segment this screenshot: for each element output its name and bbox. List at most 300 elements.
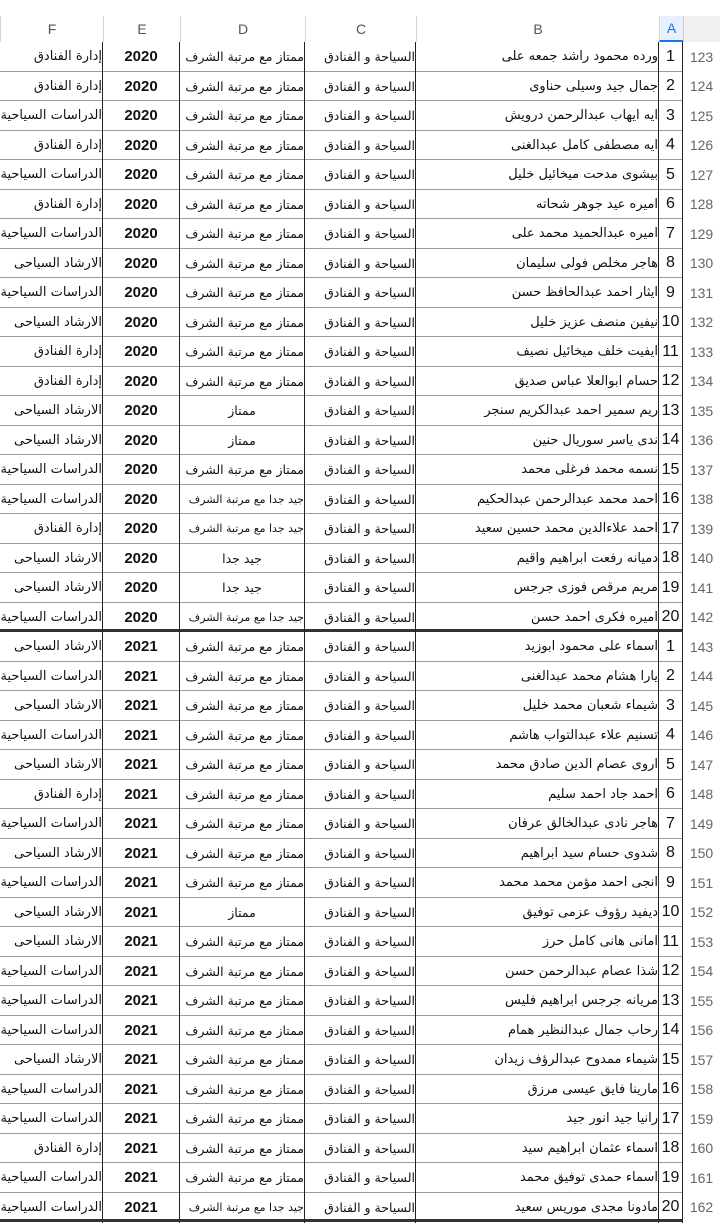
- cell-e[interactable]: 2020: [124, 372, 158, 390]
- cell-c[interactable]: السياحة و الفنادق: [324, 786, 415, 802]
- cell-a[interactable]: 18: [661, 549, 680, 567]
- cell-a[interactable]: 12: [661, 372, 680, 390]
- cell-c[interactable]: السياحة و الفنادق: [324, 373, 415, 389]
- cell-e[interactable]: 2021: [124, 1051, 158, 1069]
- cell-d[interactable]: ممتاز مع مرتبة الشرف: [185, 845, 304, 861]
- cell-b[interactable]: جمال جيد وسيلى حناوى: [529, 78, 658, 94]
- table-row: [0, 750, 720, 780]
- cell-a[interactable]: 15: [661, 1050, 680, 1068]
- cell-a[interactable]: 18: [661, 1139, 680, 1157]
- cell-d[interactable]: ممتاز مع مرتبة الشرف: [185, 1052, 304, 1068]
- row-number[interactable]: 126: [689, 137, 714, 154]
- select-all-corner[interactable]: [683, 16, 720, 42]
- cell-c[interactable]: السياحة و الفنادق: [324, 314, 415, 330]
- cell-f[interactable]: الارشاد السياحى: [13, 432, 102, 448]
- cell-d[interactable]: ممتاز مع مرتبة الشرف: [185, 1111, 304, 1127]
- cell-d[interactable]: ممتاز مع مرتبة الشرف: [185, 963, 304, 979]
- cell-c[interactable]: السياحة و الفنادق: [324, 550, 415, 566]
- row-number[interactable]: 155: [689, 992, 714, 1009]
- row-number[interactable]: 133: [689, 343, 714, 360]
- cell-e[interactable]: 2021: [124, 785, 158, 803]
- cell-c[interactable]: السياحة و الفنادق: [324, 1081, 415, 1097]
- table-row: [0, 691, 720, 721]
- cell-b[interactable]: احمد محمد عبدالرحمن عبدالحكيم: [477, 491, 658, 507]
- cell-e[interactable]: 2021: [124, 1169, 158, 1187]
- cell-c[interactable]: السياحة و الفنادق: [324, 727, 415, 743]
- cell-f[interactable]: الدراسات السياحية: [0, 1022, 102, 1038]
- row-number[interactable]: 125: [689, 107, 714, 124]
- cell-c[interactable]: السياحة و الفنادق: [324, 491, 415, 507]
- column-header-a[interactable]: A: [659, 16, 683, 42]
- cell-b[interactable]: شيماء ممدوح عبدالرؤف زيدان: [494, 1052, 658, 1068]
- cell-c[interactable]: السياحة و الفنادق: [324, 196, 415, 212]
- cell-a[interactable]: 14: [661, 431, 680, 449]
- cell-c[interactable]: السياحة و الفنادق: [324, 698, 415, 714]
- cell-f[interactable]: الارشاد السياحى: [13, 550, 102, 566]
- row-number[interactable]: 124: [689, 78, 714, 95]
- cell-e[interactable]: 2020: [124, 402, 158, 420]
- cell-f[interactable]: إدارة الفنادق: [33, 521, 102, 537]
- cell-d[interactable]: ممتاز مع مرتبة الشرف: [185, 668, 304, 684]
- cell-b[interactable]: حسام ابوالعلا عباس صديق: [514, 373, 658, 389]
- row-number[interactable]: 142: [689, 609, 714, 626]
- row-number[interactable]: 137: [689, 461, 714, 478]
- cell-e[interactable]: 2021: [124, 874, 158, 892]
- row-number[interactable]: 161: [689, 1169, 714, 1186]
- cell-d[interactable]: ممتاز مع مرتبة الشرف: [185, 727, 304, 743]
- cell-e[interactable]: 2021: [124, 1110, 158, 1128]
- row-number[interactable]: 140: [689, 550, 714, 567]
- cell-f[interactable]: الارشاد السياحى: [13, 1052, 102, 1068]
- cell-f[interactable]: إدارة الفنادق: [33, 49, 102, 65]
- cell-d[interactable]: ممتاز مع مرتبة الشرف: [185, 78, 304, 94]
- cell-a[interactable]: 17: [661, 519, 680, 537]
- cell-c[interactable]: السياحة و الفنادق: [324, 934, 415, 950]
- cell-f[interactable]: إدارة الفنادق: [33, 196, 102, 212]
- cell-c[interactable]: السياحة و الفنادق: [324, 167, 415, 183]
- cell-c[interactable]: السياحة و الفنادق: [324, 462, 415, 478]
- cell-b[interactable]: مريانه جرجس ابراهيم فليس: [505, 993, 658, 1009]
- row-number[interactable]: 157: [689, 1051, 714, 1068]
- cell-a[interactable]: 20: [661, 1198, 680, 1216]
- cell-b[interactable]: مادونا مجدى موريس سعيد: [514, 1199, 658, 1215]
- cell-a[interactable]: 14: [661, 1021, 680, 1039]
- row-number[interactable]: 123: [689, 48, 714, 65]
- cell-d[interactable]: ممتاز مع مرتبة الشرف: [185, 255, 304, 271]
- cell-f[interactable]: الارشاد السياحى: [13, 255, 102, 271]
- row-number[interactable]: 159: [689, 1110, 714, 1127]
- row-number[interactable]: 143: [689, 638, 714, 655]
- table-row: [0, 927, 720, 957]
- row-number[interactable]: 141: [689, 579, 714, 596]
- cell-b[interactable]: ورده محمود راشد جمعه على: [501, 49, 658, 65]
- cell-a[interactable]: 19: [661, 578, 680, 596]
- cell-e[interactable]: 2020: [124, 520, 158, 538]
- cell-d[interactable]: جيد جدا: [222, 580, 262, 596]
- cell-b[interactable]: شيماء شعبان محمد خليل: [522, 698, 658, 714]
- cell-b[interactable]: احمد علاءالدين محمد حسين سعيد: [474, 521, 658, 537]
- row-number[interactable]: 153: [689, 933, 714, 950]
- row-number[interactable]: 136: [689, 432, 714, 449]
- cell-a[interactable]: 12: [661, 962, 680, 980]
- cell-e[interactable]: 2020: [124, 313, 158, 331]
- cell-b[interactable]: ايفيت خلف ميخائيل نصيف: [516, 344, 658, 360]
- cell-f[interactable]: إدارة الفنادق: [33, 786, 102, 802]
- cell-d[interactable]: ممتاز مع مرتبة الشرف: [185, 757, 304, 773]
- column-header-e[interactable]: E: [103, 16, 180, 42]
- cell-f[interactable]: إدارة الفنادق: [33, 344, 102, 360]
- cell-b[interactable]: يارا هشام محمد عبدالغنى: [520, 668, 658, 684]
- table-row: [0, 1075, 720, 1105]
- cell-c[interactable]: السياحة و الفنادق: [324, 668, 415, 684]
- table-row: [0, 72, 720, 102]
- cell-e[interactable]: 2020: [124, 166, 158, 184]
- cell-a[interactable]: 1: [666, 637, 675, 655]
- row-number[interactable]: 127: [689, 166, 714, 183]
- cell-c[interactable]: السياحة و الفنادق: [324, 403, 415, 419]
- cell-e[interactable]: 2021: [124, 697, 158, 715]
- row-number[interactable]: 129: [689, 225, 714, 242]
- cell-a[interactable]: 3: [666, 696, 675, 714]
- cell-a[interactable]: 7: [666, 814, 675, 832]
- row-number[interactable]: 138: [689, 491, 714, 508]
- cell-d[interactable]: جيد جدا مع مرتبة الشرف: [188, 492, 304, 506]
- cell-e[interactable]: 2021: [124, 992, 158, 1010]
- cell-b[interactable]: اسماء حمدى توفيق محمد: [519, 1170, 658, 1186]
- cell-a[interactable]: 6: [666, 195, 675, 213]
- cell-a[interactable]: 3: [666, 106, 675, 124]
- cell-f[interactable]: الدراسات السياحية: [0, 108, 102, 124]
- cell-a[interactable]: 9: [666, 873, 675, 891]
- cell-b[interactable]: احمد جاد احمد سليم: [548, 786, 658, 802]
- cell-b[interactable]: نسمه محمد فرغلى محمد: [521, 462, 658, 478]
- cell-c[interactable]: السياحة و الفنادق: [324, 963, 415, 979]
- cell-b[interactable]: اميره عيد جوهر شحاته: [536, 196, 658, 212]
- cell-e[interactable]: 2020: [124, 284, 158, 302]
- cell-e[interactable]: 2020: [124, 48, 158, 66]
- cell-a[interactable]: 16: [661, 490, 680, 508]
- cell-c[interactable]: السياحة و الفنادق: [324, 285, 415, 301]
- cell-f[interactable]: الدراسات السياحية: [0, 226, 102, 242]
- cell-d[interactable]: جيد جدا مع مرتبة الشرف: [188, 1200, 304, 1214]
- cell-e[interactable]: 2020: [124, 136, 158, 154]
- cell-b[interactable]: دميانه رفعت ابراهيم واقيم: [516, 550, 658, 566]
- cell-d[interactable]: ممتاز مع مرتبة الشرف: [185, 226, 304, 242]
- cell-e[interactable]: 2020: [124, 549, 158, 567]
- cell-d[interactable]: ممتاز مع مرتبة الشرف: [185, 1170, 304, 1186]
- cell-c[interactable]: السياحة و الفنادق: [324, 521, 415, 537]
- row-number[interactable]: 152: [689, 904, 714, 921]
- cell-e[interactable]: 2021: [124, 815, 158, 833]
- cell-e[interactable]: 2021: [124, 933, 158, 951]
- row-number[interactable]: 146: [689, 727, 714, 744]
- cell-b[interactable]: ايه مصطفى كامل عبدالغنى: [511, 137, 658, 153]
- cell-c[interactable]: السياحة و الفنادق: [324, 757, 415, 773]
- cell-c[interactable]: السياحة و الفنادق: [324, 432, 415, 448]
- cell-c[interactable]: السياحة و الفنادق: [324, 78, 415, 94]
- cell-b[interactable]: شدوى حسام سيد ابراهيم: [520, 845, 658, 861]
- row-number[interactable]: 139: [689, 520, 714, 537]
- cell-c[interactable]: السياحة و الفنادق: [324, 639, 415, 655]
- cell-f[interactable]: الدراسات السياحية: [0, 1081, 102, 1097]
- cell-c[interactable]: السياحة و الفنادق: [324, 845, 415, 861]
- row-number[interactable]: 145: [689, 697, 714, 714]
- row-number[interactable]: 150: [689, 845, 714, 862]
- row-number[interactable]: 149: [689, 815, 714, 832]
- cell-c[interactable]: السياحة و الفنادق: [324, 1199, 415, 1215]
- cell-d[interactable]: ممتاز مع مرتبة الشرف: [185, 196, 304, 212]
- cell-d[interactable]: ممتاز مع مرتبة الشرف: [185, 167, 304, 183]
- cell-a[interactable]: 10: [661, 903, 680, 921]
- cell-f[interactable]: الدراسات السياحية: [0, 167, 102, 183]
- cell-d[interactable]: ممتاز مع مرتبة الشرف: [185, 1081, 304, 1097]
- row-number[interactable]: 151: [689, 874, 714, 891]
- cell-c[interactable]: السياحة و الفنادق: [324, 1022, 415, 1038]
- table-row: [0, 957, 720, 987]
- cell-a[interactable]: 5: [666, 165, 675, 183]
- table-row: [0, 1193, 720, 1223]
- cell-e[interactable]: 2020: [124, 461, 158, 479]
- cell-f[interactable]: الدراسات السياحية: [0, 963, 102, 979]
- cell-b[interactable]: اسماء عثمان ابراهيم سيد: [521, 1140, 658, 1156]
- cell-b[interactable]: ندى ياسر سوريال حنين: [532, 432, 658, 448]
- cell-f[interactable]: الارشاد السياحى: [13, 403, 102, 419]
- cell-b[interactable]: تسنيم علاء عبدالتواب هاشم: [509, 727, 658, 743]
- cell-f[interactable]: الارشاد السياحى: [13, 845, 102, 861]
- cell-e[interactable]: 2020: [124, 579, 158, 597]
- cell-d[interactable]: ممتاز مع مرتبة الشرف: [185, 698, 304, 714]
- cell-c[interactable]: السياحة و الفنادق: [324, 226, 415, 242]
- cell-d[interactable]: جيد جدا مع مرتبة الشرف: [188, 522, 304, 536]
- table-row: [0, 573, 720, 603]
- cell-e[interactable]: 2020: [124, 107, 158, 125]
- cell-c[interactable]: السياحة و الفنادق: [324, 49, 415, 65]
- column-border: [304, 42, 305, 1223]
- table-row: [0, 278, 720, 308]
- cell-f[interactable]: الارشاد السياحى: [13, 639, 102, 655]
- cell-c[interactable]: السياحة و الفنادق: [324, 108, 415, 124]
- cell-b[interactable]: مريم مرقص فوزى جرجس: [513, 580, 658, 596]
- cell-f[interactable]: الدراسات السياحية: [0, 1111, 102, 1127]
- cell-d[interactable]: جيد جدا: [222, 550, 262, 566]
- cell-d[interactable]: ممتاز مع مرتبة الشرف: [185, 1140, 304, 1156]
- cell-b[interactable]: ايثار احمد عبدالحافظ حسن: [511, 285, 658, 301]
- cell-a[interactable]: 7: [666, 224, 675, 242]
- cell-b[interactable]: بيشوى مدحت ميخائيل خليل: [508, 167, 658, 183]
- cell-c[interactable]: السياحة و الفنادق: [324, 609, 415, 625]
- cell-e[interactable]: 2021: [124, 962, 158, 980]
- cell-b[interactable]: شذا عصام عبدالرحمن حسن: [505, 963, 658, 979]
- cell-e[interactable]: 2021: [124, 1198, 158, 1216]
- cell-f[interactable]: الدراسات السياحية: [0, 875, 102, 891]
- cell-e[interactable]: 2021: [124, 756, 158, 774]
- cell-f[interactable]: الارشاد السياحى: [13, 757, 102, 773]
- cell-a[interactable]: 8: [666, 844, 675, 862]
- cell-f[interactable]: الدراسات السياحية: [0, 285, 102, 301]
- cell-e[interactable]: 2020: [124, 490, 158, 508]
- row-number[interactable]: 158: [689, 1081, 714, 1098]
- cell-f[interactable]: الدراسات السياحية: [0, 668, 102, 684]
- cell-a[interactable]: 10: [661, 313, 680, 331]
- cell-d[interactable]: ممتاز مع مرتبة الشرف: [185, 993, 304, 1009]
- cell-b[interactable]: اميره فكرى احمد حسن: [530, 609, 658, 625]
- cell-c[interactable]: السياحة و الفنادق: [324, 255, 415, 271]
- cell-e[interactable]: 2020: [124, 254, 158, 272]
- row-number[interactable]: 132: [689, 314, 714, 331]
- cell-f[interactable]: الدراسات السياحية: [0, 609, 102, 625]
- cell-d[interactable]: ممتاز مع مرتبة الشرف: [185, 816, 304, 832]
- cell-c[interactable]: السياحة و الفنادق: [324, 1052, 415, 1068]
- cell-e[interactable]: 2021: [124, 726, 158, 744]
- cell-c[interactable]: السياحة و الفنادق: [324, 875, 415, 891]
- cell-e[interactable]: 2020: [124, 195, 158, 213]
- cell-d[interactable]: ممتاز مع مرتبة الشرف: [185, 137, 304, 153]
- cell-a[interactable]: 16: [661, 1080, 680, 1098]
- cell-e[interactable]: 2020: [124, 343, 158, 361]
- cell-d[interactable]: ممتاز مع مرتبة الشرف: [185, 373, 304, 389]
- cell-c[interactable]: السياحة و الفنادق: [324, 137, 415, 153]
- cell-a[interactable]: 13: [661, 401, 680, 419]
- cell-a[interactable]: 9: [666, 283, 675, 301]
- cell-e[interactable]: 2021: [124, 1139, 158, 1157]
- column-header-d[interactable]: D: [180, 16, 305, 42]
- cell-c[interactable]: السياحة و الفنادق: [324, 1140, 415, 1156]
- cell-f[interactable]: الدراسات السياحية: [0, 491, 102, 507]
- cell-b[interactable]: امانى هانى كامل حرز: [542, 934, 658, 950]
- table-row: [0, 632, 720, 662]
- column-header-c[interactable]: C: [305, 16, 416, 42]
- cell-b[interactable]: مارينا فايق عيسى مرزق: [527, 1081, 658, 1097]
- cell-e[interactable]: 2020: [124, 77, 158, 95]
- cell-b[interactable]: هاجر نادى عبدالخالق عرفان: [508, 816, 658, 832]
- cell-a[interactable]: 13: [661, 991, 680, 1009]
- cell-a[interactable]: 5: [666, 755, 675, 773]
- cell-a[interactable]: 2: [666, 667, 675, 685]
- cell-e[interactable]: 2021: [124, 844, 158, 862]
- cell-f[interactable]: إدارة الفنادق: [33, 78, 102, 94]
- cell-b[interactable]: اميره عبدالحميد محمد على: [511, 226, 658, 242]
- cell-c[interactable]: السياحة و الفنادق: [324, 344, 415, 360]
- cell-d[interactable]: ممتاز: [228, 432, 256, 448]
- row-number[interactable]: 148: [689, 786, 714, 803]
- row-number[interactable]: 130: [689, 255, 714, 272]
- cell-d[interactable]: جيد جدا مع مرتبة الشرف: [188, 610, 304, 624]
- cell-a[interactable]: 4: [666, 726, 675, 744]
- cell-b[interactable]: رحاب جمال عبدالنظير همام: [507, 1022, 658, 1038]
- cell-d[interactable]: ممتاز مع مرتبة الشرف: [185, 344, 304, 360]
- cell-a[interactable]: 11: [662, 342, 679, 360]
- cell-a[interactable]: 8: [666, 254, 675, 272]
- cell-b[interactable]: ديفيد رؤوف عزمى توفيق: [522, 904, 658, 920]
- cell-d[interactable]: ممتاز مع مرتبة الشرف: [185, 639, 304, 655]
- cell-b[interactable]: اروى عصام الدين صادق محمد: [495, 757, 658, 773]
- cell-d[interactable]: ممتاز مع مرتبة الشرف: [185, 108, 304, 124]
- cell-d[interactable]: ممتاز مع مرتبة الشرف: [185, 314, 304, 330]
- cell-f[interactable]: الدراسات السياحية: [0, 462, 102, 478]
- cell-f[interactable]: إدارة الفنادق: [33, 373, 102, 389]
- cell-b[interactable]: رانيا جيد انور جيد: [566, 1111, 658, 1127]
- cell-d[interactable]: ممتاز مع مرتبة الشرف: [185, 875, 304, 891]
- cell-e[interactable]: 2021: [124, 638, 158, 656]
- cell-b[interactable]: نيفين منصف عزيز خليل: [530, 314, 658, 330]
- cell-c[interactable]: السياحة و الفنادق: [324, 1170, 415, 1186]
- cell-c[interactable]: السياحة و الفنادق: [324, 1111, 415, 1127]
- cell-d[interactable]: ممتاز: [228, 904, 256, 920]
- cell-f[interactable]: الارشاد السياحى: [13, 934, 102, 950]
- cell-d[interactable]: ممتاز مع مرتبة الشرف: [185, 934, 304, 950]
- cell-d[interactable]: ممتاز مع مرتبة الشرف: [185, 786, 304, 802]
- cell-a[interactable]: 2: [666, 77, 675, 95]
- row-number[interactable]: 147: [689, 756, 714, 773]
- cell-f[interactable]: إدارة الفنادق: [33, 137, 102, 153]
- cell-d[interactable]: ممتاز مع مرتبة الشرف: [185, 1022, 304, 1038]
- row-number[interactable]: 156: [689, 1022, 714, 1039]
- column-header-f[interactable]: F: [0, 16, 103, 42]
- cell-d[interactable]: ممتاز مع مرتبة الشرف: [185, 49, 304, 65]
- cell-f[interactable]: إدارة الفنادق: [33, 1140, 102, 1156]
- cell-f[interactable]: الدراسات السياحية: [0, 1170, 102, 1186]
- cell-a[interactable]: 17: [661, 1109, 680, 1127]
- cell-b[interactable]: اسماء على محمود ابوزيد: [524, 639, 658, 655]
- cell-c[interactable]: السياحة و الفنادق: [324, 993, 415, 1009]
- row-number[interactable]: 154: [689, 963, 714, 980]
- cell-b[interactable]: ريم سمير احمد عبدالكريم سنجر: [484, 403, 658, 419]
- cell-e[interactable]: 2021: [124, 1021, 158, 1039]
- cell-a[interactable]: 4: [666, 136, 675, 154]
- cell-e[interactable]: 2020: [124, 225, 158, 243]
- cell-c[interactable]: السياحة و الفنادق: [324, 816, 415, 832]
- cell-f[interactable]: الارشاد السياحى: [13, 580, 102, 596]
- row-number[interactable]: 160: [689, 1140, 714, 1157]
- column-header-b[interactable]: B: [416, 16, 659, 42]
- row-number[interactable]: 162: [689, 1199, 714, 1216]
- cell-a[interactable]: 15: [661, 460, 680, 478]
- cell-a[interactable]: 11: [662, 932, 679, 950]
- cell-f[interactable]: الدراسات السياحية: [0, 993, 102, 1009]
- cell-e[interactable]: 2020: [124, 431, 158, 449]
- cell-e[interactable]: 2021: [124, 903, 158, 921]
- row-number[interactable]: 131: [689, 284, 714, 301]
- cell-c[interactable]: السياحة و الفنادق: [324, 904, 415, 920]
- cell-b[interactable]: هاجر مخلص فولى سليمان: [516, 255, 658, 271]
- row-number[interactable]: 134: [689, 373, 714, 390]
- cell-a[interactable]: 20: [661, 608, 680, 626]
- row-number[interactable]: 128: [689, 196, 714, 213]
- row-number[interactable]: 144: [689, 668, 714, 685]
- cell-b[interactable]: ايه ايهاب عبدالرحمن درويش: [504, 108, 658, 124]
- cell-f[interactable]: الدراسات السياحية: [0, 816, 102, 832]
- cell-f[interactable]: الدراسات السياحية: [0, 1199, 102, 1215]
- cell-f[interactable]: الارشاد السياحى: [13, 314, 102, 330]
- table-row: [0, 544, 720, 574]
- cell-a[interactable]: 1: [666, 47, 675, 65]
- cell-e[interactable]: 2021: [124, 1080, 158, 1098]
- cell-f[interactable]: الارشاد السياحى: [13, 904, 102, 920]
- cell-c[interactable]: السياحة و الفنادق: [324, 580, 415, 596]
- cell-a[interactable]: 6: [666, 785, 675, 803]
- cell-d[interactable]: ممتاز مع مرتبة الشرف: [185, 462, 304, 478]
- cell-d[interactable]: ممتاز: [228, 403, 256, 419]
- row-number[interactable]: 135: [689, 402, 714, 419]
- cell-b[interactable]: انجى احمد مؤمن محمد محمد: [499, 875, 658, 891]
- cell-f[interactable]: الارشاد السياحى: [13, 698, 102, 714]
- cell-a[interactable]: 19: [661, 1168, 680, 1186]
- cell-d[interactable]: ممتاز مع مرتبة الشرف: [185, 285, 304, 301]
- cell-f[interactable]: الدراسات السياحية: [0, 727, 102, 743]
- cell-e[interactable]: 2020: [124, 608, 158, 626]
- table-row: [0, 1134, 720, 1164]
- cell-e[interactable]: 2021: [124, 667, 158, 685]
